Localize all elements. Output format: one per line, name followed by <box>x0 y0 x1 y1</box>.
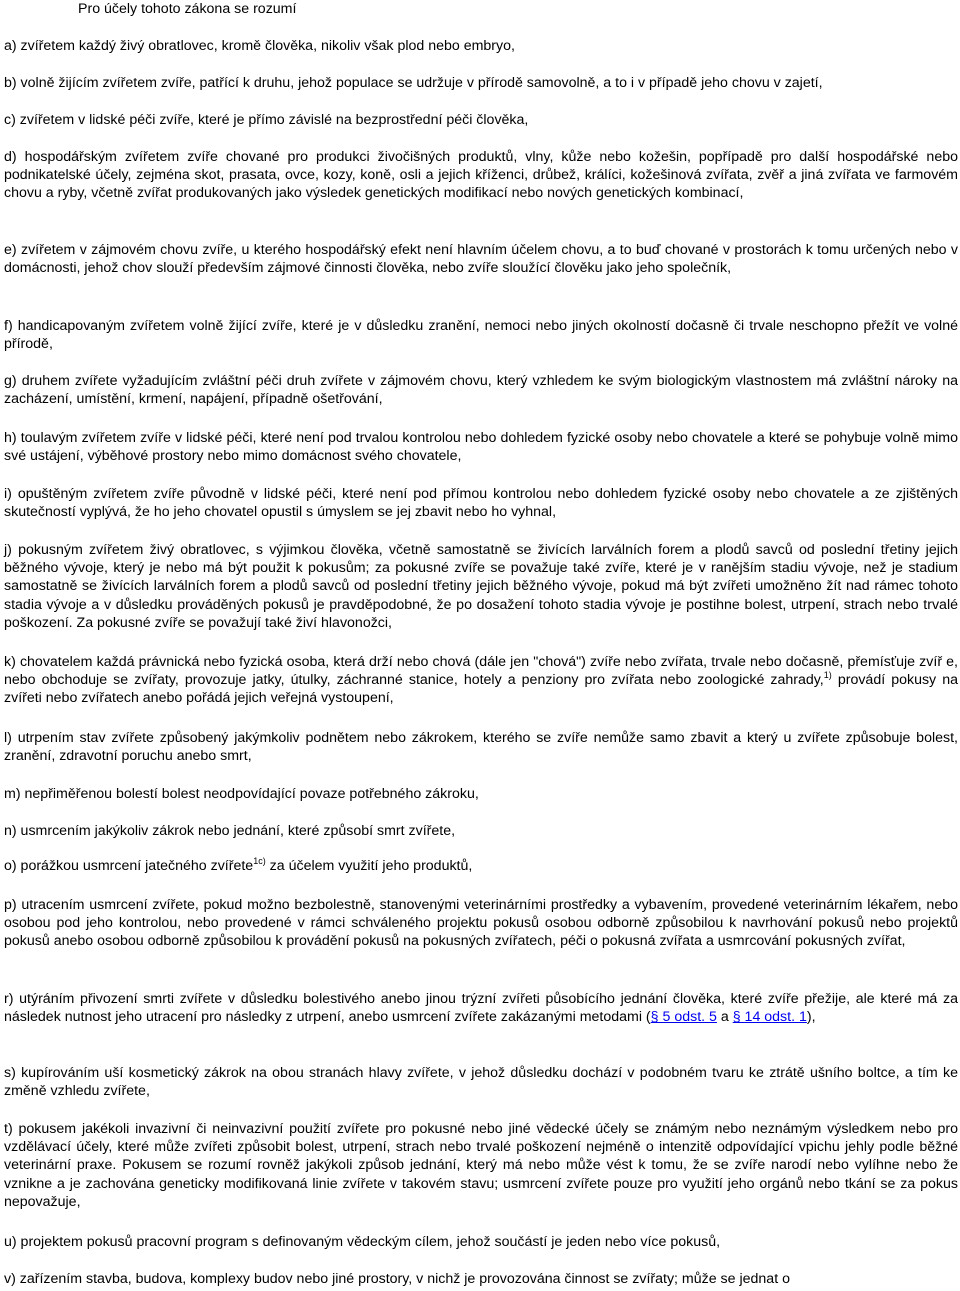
definition-k <box>4 653 958 708</box>
definition-d: d) hospodářským zvířetem zvíře chované pro produkci živočišných produktů, vlny, kůže nebo kožešin, popřípadě pro další hospodářské nebo podnikatelské účely, zejména skot, prasata, ovce, kozy, koně, osli a jejich kříženci, drůbež, králíci, kožešinová zvířata, zvěř a jiná zvířata ve farmovém chovu a ryby, včetně zvířat produkovaných jako výsledek genetických modifikací nebo nových genetických kombinací, <box>4 149 958 202</box>
definition-i: i) opuštěným zvířetem zvíře původně v lidské péči, které není pod přímou kontrolou nebo dohledem fyzické osoby nebo chovatele a ze zjištěných skutečností vyplývá, že ho jeho chovatel opustil s úmyslem se jej zbavit nebo ho vyhnal, <box>4 486 958 521</box>
definition-o <box>4 857 958 875</box>
definition-k-text: k) chovatelem každá právnická nebo fyzická osoba, která drží nebo chová (dále jen "chová") zvíře nebo zvířata, trvale nebo dočasně, přemísťuje zvíř e, nebo obchoduje se zvířaty, provozuje jatky, útulky, záchranné stanice, hotely a penziony pro zvířata nebo zoologické zahrady, <box>4 654 958 689</box>
definition-r-connector: a <box>716 1009 733 1026</box>
definition-u: u) projektem pokusů pracovní program s definovaným vědeckým cílem, jehož součástí je jeden nebo více pokusů, <box>4 1234 721 1250</box>
definition-c: c) zvířetem v lidské péči zvíře, které je přímo závislé na bezprostřední péči člověka, <box>4 112 529 128</box>
definition-h: h) toulavým zvířetem zvíře v lidské péči, které není pod trvalou kontrolou nebo dohledem fyzické osoby nebo chovatele a které se pohybuje volně mimo své ustájení, výběhové prostory nebo mimo domácnost svého chovatele, <box>4 430 958 465</box>
definition-o-text-end: za účelem využití jeho produktů, <box>265 858 473 874</box>
definition-l: l) utrpením stav zvířete způsobený jakýmkoliv podnětem nebo zákrokem, kterého se zvíře nemůže samo zbavit a který u zvířete způsobuje bolest, zranění, zdravotní poruchu anebo smrt, <box>4 730 958 765</box>
definition-v: v) zařízením stavba, budova, komplexy budov nebo jiné prostory, v nichž je provozována činnost se zvířaty; může se jednat o <box>4 1271 790 1287</box>
definition-m: m) nepřiměřenou bolestí bolest neodpovídající povaze potřebného zákroku, <box>4 786 479 802</box>
definition-s: s) kupírováním uší kosmetický zákrok na obou stranách hlavy zvířete, v jehož důsledku dochází v podobném tvaru ke ztrátě ušního boltce, a tím ke změně vzhledu zvířete, <box>4 1065 958 1100</box>
footnote-ref-1: 1) <box>823 670 832 681</box>
definition-f: f) handicapovaným zvířetem volně žijící zvíře, které je v důsledku zranění, nemoci nebo jiných okolností dočasně či trvale neschopno přežít ve volné přírodě, <box>4 318 958 353</box>
definition-r-text-end: ), <box>806 1009 816 1026</box>
definition-k-text-end: provádí pokusy na zvířeti nebo zvířatech anebo pořádá jejich veřejná vystoupení, <box>4 672 958 707</box>
link-par14-odst1[interactable]: § 14 odst. 1 <box>732 1009 807 1026</box>
definition-g: g) druhem zvířete vyžadujícím zvláštní péči druh zvířete v zájmovém chovu, který vzhledem ke svým biologickým vlastnostem má zvláštní nároky na zacházení, umístění, krmení, napájení, případně ošetřování, <box>4 373 958 408</box>
definition-b: b) volně žijícím zvířetem zvíře, patřící k druhu, jehož populace se udržuje v přírodě samovolně, a to i v případě jeho chovu v zajetí, <box>4 75 823 91</box>
definition-t: t) pokusem jakékoli invazivní či neinvazivní použití zvířete pro pokusné nebo jiné vědecké účely se známým nebo neznámým výsledkem nebo pro vzdělávací účely, které může zvířeti způsobit bolest, utrpení, strach nebo trvalé poškození nejméně o intenzitě odpovídající vpichu jehly podle běžné veterinární praxe. Pokusem se rozumí rovněž jakýkoli způsob jednání, který má nebo může vést k tomu, že se zvíře narodí nebo vylíhne nebo že vznikne a je zachována geneticky modifikovaná linie zvířete v takovém stavu; usmrcení zvířete pouze pro využití jeho orgánů nebo tkání se za pokus nepovažuje, <box>4 1121 958 1210</box>
definition-j: j) pokusným zvířetem živý obratlovec, s výjimkou člověka, včetně samostatně se živících larválních forem a plodů savců od poslední třetiny jejich běžného vývoje, který je nebo má být použit k pokusům; za pokusné zvíře se považuje také zvíře, které je v ranějším stadiu vývoje, než je stadium samostatně se živících larválních forem a plodů savců od poslední třetiny jejich běžného vývoje, pokud má být zvířeti umožněno žít nad rámec tohoto stadia vývoje a v důsledku prováděných pokusů je pravděpodobné, že po dosažení tohoto stadia vývoje je postihne bolest, utrpení, strach nebo trvalé poškození. Za pokusné zvíře se považují také živí hlavonožci, <box>4 542 958 631</box>
definition-r-text: r) utýráním přivození smrti zvířete v důsledku bolestivého anebo jinou trýzní zvířeti působícího jednání člověka, které zvíře přežije, ale které má za následek nutnost jeho utracení pro následky z utrpení, anebo usmrcení zvířete zakázanými metodami ( <box>4 991 958 1026</box>
intro-text: Pro účely tohoto zákona se rozumí <box>78 1 297 17</box>
definition-n: n) usmrcením jakýkoliv zákrok nebo jednání, které způsobí smrt zvířete, <box>4 823 456 839</box>
definition-a: a) zvířetem každý živý obratlovec, kromě člověka, nikoliv však plod nebo embryo, <box>4 38 515 54</box>
definition-e: e) zvířetem v zájmovém chovu zvíře, u kterého hospodářský efekt není hlavním účelem chovu, a to buď chované v prostorách k tomu určených nebo v domácnosti, jehož chov slouží především zájmové činnosti člověka, nebo zvíře sloužící člověku jako jeho společník, <box>4 242 958 277</box>
footnote-ref-1c: 1c) <box>253 856 266 866</box>
definition-o-text: o) porážkou usmrcení jatečného zvířete <box>4 858 254 874</box>
definition-r <box>4 990 958 1026</box>
definition-p: p) utracením usmrcení zvířete, pokud možno bezbolestně, stanovenými veterinárními prostředky a vybavením, provedené veterinárním lékařem, nebo osobou pod jeho kontrolou, nebo provedené v rámci schváleného projektu pokusů osobou odborně způsobilou k navrhování pokusů nebo projektů pokusů anebo osobou odborně způsobilou k provádění pokusů na pokusných zvířatech, péči o pokusná zvířata a usmrcování pokusných zvířat, <box>4 897 958 950</box>
link-par5-odst5[interactable]: § 5 odst. 5 <box>650 1009 717 1026</box>
